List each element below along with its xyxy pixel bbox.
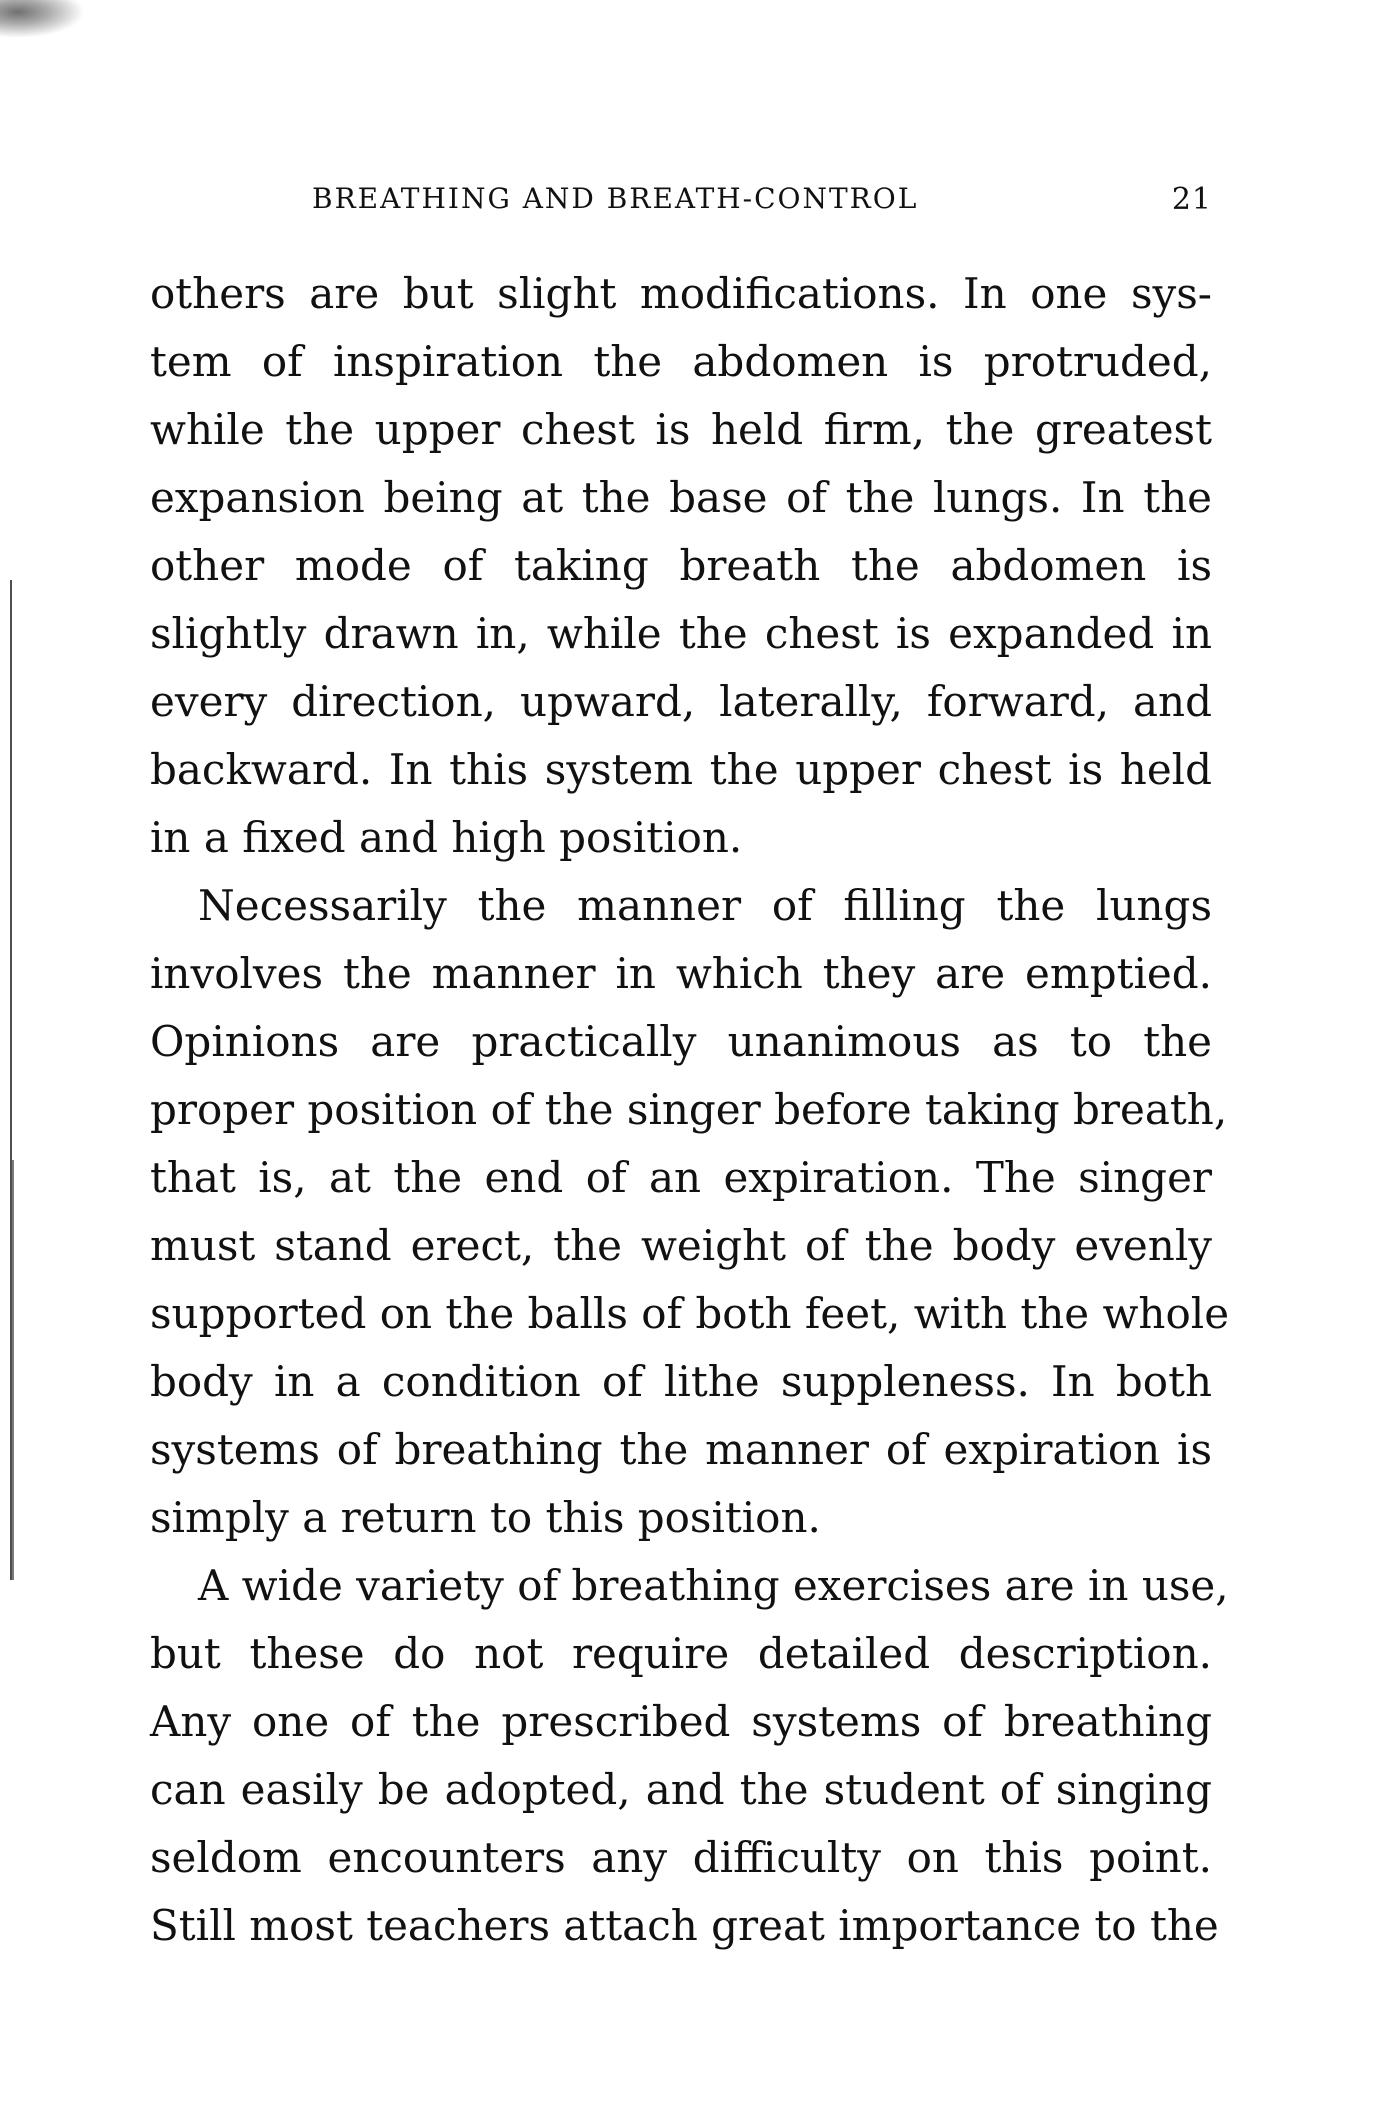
text-line: Still most teachers attach great importance to the [150, 1901, 1219, 1950]
text-line: but these do not require detailed description. [150, 1629, 1212, 1678]
text-line: while the upper chest is held firm, the greatest [150, 405, 1212, 454]
text-line: simply a return to this position. [150, 1493, 821, 1542]
text-line: seldom encounters any difficulty on this point. [150, 1833, 1212, 1882]
text-line: others are but slight modifications. In one sys- [150, 269, 1212, 318]
body-text [150, 260, 1230, 1960]
text-line: that is, at the end of an expiration. The singer [150, 1153, 1212, 1202]
text-line: Necessarily the manner of filling the lungs [198, 881, 1212, 930]
text-line: other mode of taking breath the abdomen is [150, 541, 1212, 590]
text-line: can easily be adopted, and the student of singing [150, 1765, 1212, 1814]
text-line: systems of breathing the manner of expiration is [150, 1425, 1212, 1474]
scan-smudge [0, 0, 90, 40]
text-line: proper position of the singer before taking breath, [150, 1085, 1228, 1134]
text-line: in a fixed and high position. [150, 813, 743, 862]
running-head [312, 182, 1212, 218]
text-line: Any one of the prescribed systems of breathing [150, 1697, 1212, 1746]
text-line: supported on the balls of both feet, with the whole [150, 1289, 1230, 1338]
text-line: tem of inspiration the abdomen is protruded, [150, 337, 1212, 386]
text-line: involves the manner in which they are emptied. [150, 949, 1212, 998]
text-line: expansion being at the base of the lungs. In the [150, 473, 1212, 522]
running-title: BREATHING AND BREATH-CONTROL [312, 182, 919, 215]
text-line: slightly drawn in, while the chest is expanded in [150, 609, 1212, 658]
text-line: must stand erect, the weight of the body evenly [150, 1221, 1212, 1270]
text-line: body in a condition of lithe suppleness. In both [150, 1357, 1212, 1406]
text-line: A wide variety of breathing exercises are in use, [198, 1561, 1229, 1610]
gutter-shadow [12, 1160, 14, 1580]
text-line: Opinions are practically unanimous as to the [150, 1017, 1212, 1066]
text-line: every direction, upward, laterally, forward, and [150, 677, 1212, 726]
text-line: backward. In this system the upper chest is held [150, 745, 1212, 794]
page-number: 21 [1171, 182, 1212, 217]
